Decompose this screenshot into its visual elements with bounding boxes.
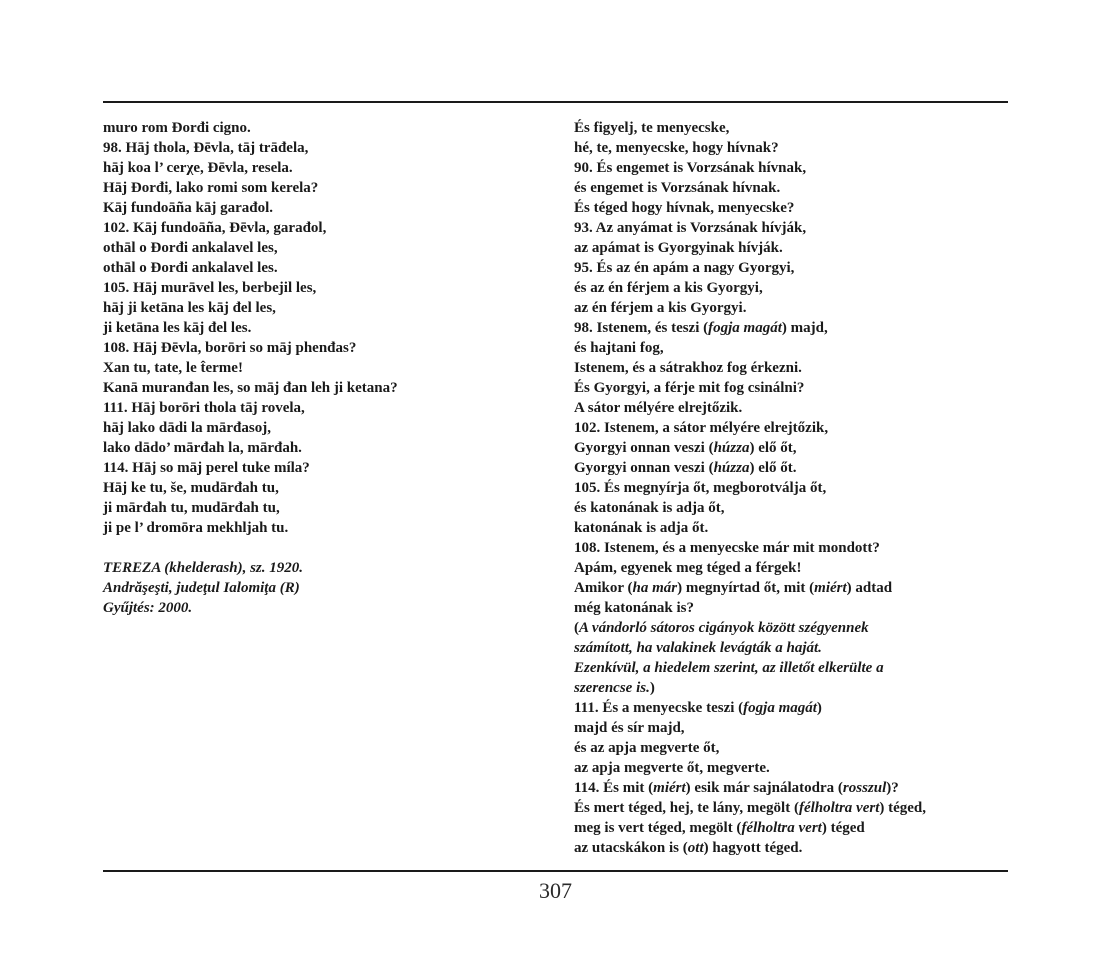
italic-segment: félholtra vert	[798, 800, 880, 816]
translation-line	[574, 478, 1004, 498]
verse-line: 102. Kāj fundoāña, Đēvla, garađol,	[103, 220, 327, 236]
text-segment: ) majd,	[781, 320, 828, 336]
text-segment: és katonának is adja őt,	[574, 500, 725, 516]
text-segment: ) hagyott téged.	[703, 840, 803, 856]
translation-line	[574, 818, 1004, 838]
text-segment: Amikor (	[574, 580, 633, 596]
verse-line: othāl o Đorđi ankalavel les.	[103, 260, 278, 276]
translation-line	[574, 718, 1004, 738]
italic-segment: szerencse is.	[574, 680, 650, 696]
source-line: Andrăşeşti, judeţul Ialomiţa (R)	[103, 580, 300, 596]
text-segment: az én férjem a kis Gyorgyi.	[574, 300, 747, 316]
verse-line: ji ketāna les kāj đel les.	[103, 320, 252, 336]
verse-line: muro rom Đorđi cigno.	[103, 120, 251, 136]
text-segment: és az apja megverte őt,	[574, 740, 720, 756]
verse-line: lako dādo’ mārđah la, mārđah.	[103, 440, 302, 456]
translation-line	[574, 338, 1004, 358]
translation-line	[574, 578, 1004, 598]
text-segment: 95. És az én apám a nagy Gyorgyi,	[574, 260, 795, 276]
page-number: 307	[539, 878, 572, 903]
text-segment: (	[574, 620, 579, 636]
romani-verse-lines	[103, 118, 533, 538]
translation-line	[574, 378, 1004, 398]
text-segment: az apja megverte őt, megverte.	[574, 760, 770, 776]
text-segment: ) téged,	[879, 800, 927, 816]
text-segment: 90. És engemet is Vorzsának hívnak,	[574, 160, 807, 176]
translation-line	[574, 618, 1004, 638]
text-segment: És mert téged, hej, te lány, megölt (	[574, 800, 799, 816]
verse-line: ji pe l’ dromōra mekhljah tu.	[103, 520, 289, 536]
verse-line: hāj ji ketāna les kāj đel les,	[103, 300, 276, 316]
translation-line	[574, 298, 1004, 318]
italic-segment: fogja magát	[743, 700, 817, 716]
text-segment: 114. És mit (	[574, 780, 654, 796]
translation-line	[574, 458, 1004, 478]
translation-line	[574, 438, 1004, 458]
verse-line: 105. Hāj murāvel les, berbejil les,	[103, 280, 317, 296]
text-segment: katonának is adja őt.	[574, 520, 709, 536]
source-line: Gyűjtés: 2000.	[103, 600, 193, 616]
italic-segment: Ezenkívül, a hiedelem szerint, az illetőt elkerülte a	[574, 660, 884, 676]
translation-line	[574, 598, 1004, 618]
italic-segment: számított, ha valakinek levágták a haját.	[574, 640, 822, 656]
italic-segment: húzza	[713, 460, 750, 476]
translation-line	[574, 118, 1004, 138]
translation-line	[574, 838, 1004, 858]
text-segment: hé, te, menyecske, hogy hívnak?	[574, 140, 779, 156]
italic-segment: ha már	[632, 580, 678, 596]
verse-line: Xan tu, tate, le t̂erme!	[103, 360, 243, 376]
verse-line: 108. Hāj Đēvla, borōri so māj phenđas?	[103, 340, 357, 356]
text-segment: Gyorgyi onnan veszi (	[574, 440, 714, 456]
verse-line: 98. Hāj thola, Đēvla, tāj trāđela,	[103, 140, 309, 156]
verse-line: hāj lako dādi la mārđasoj,	[103, 420, 271, 436]
italic-segment: A vándorló sátoros cigányok között szégyennek	[579, 620, 869, 636]
translation-line	[574, 418, 1004, 438]
top-rule	[103, 101, 1008, 103]
translation-line	[574, 638, 1004, 658]
translation-line	[574, 158, 1004, 178]
translation-line	[574, 738, 1004, 758]
translation-line	[574, 278, 1004, 298]
translation-line	[574, 398, 1004, 418]
translation-line	[574, 358, 1004, 378]
translation-line	[574, 238, 1004, 258]
text-segment: 98. Istenem, és teszi (	[574, 320, 709, 336]
text-segment: És téged hogy hívnak, menyecske?	[574, 200, 795, 216]
text-segment: ) adtad	[846, 580, 893, 596]
text-segment: A sátor mélyére elrejtőzik.	[574, 400, 743, 416]
text-segment: ) elő őt,	[749, 440, 797, 456]
source-line: TEREZA (khelderash), sz. 1920.	[103, 560, 304, 576]
verse-line: 114. Hāj so māj perel tuke míla?	[103, 460, 310, 476]
italic-segment: félholtra vert	[741, 820, 822, 836]
text-segment: ) esik már sajnálatodra (	[685, 780, 843, 796]
spacer	[103, 538, 533, 558]
verse-line: ji mārđah tu, mudārđah tu,	[103, 500, 280, 516]
source-note	[103, 558, 533, 618]
translation-line	[574, 698, 1004, 718]
translation-line	[574, 758, 1004, 778]
text-segment: majd és sír majd,	[574, 720, 685, 736]
translation-line	[574, 778, 1004, 798]
bottom-rule	[103, 870, 1008, 872]
translation-line	[574, 798, 1004, 818]
text-segment: És Gyorgyi, a férje mit fog csinálni?	[574, 380, 805, 396]
translation-line	[574, 318, 1004, 338]
text-segment: ) elő őt.	[749, 460, 797, 476]
italic-segment: rosszul	[842, 780, 887, 796]
verse-line: Kanā muranđan les, so māj đan leh ji ketana?	[103, 380, 398, 396]
text-segment: meg is vert téged, megölt (	[574, 820, 742, 836]
translation-line	[574, 218, 1004, 238]
text-segment: 111. És a menyecske teszi (	[574, 700, 744, 716]
italic-segment: miért	[653, 780, 686, 796]
text-segment: 93. Az anyámat is Vorzsának hívják,	[574, 220, 807, 236]
text-segment: az apámat is Gyorgyinak hívják.	[574, 240, 783, 256]
text-segment: és az én férjem a kis Gyorgyi,	[574, 280, 763, 296]
text-segment: És figyelj, te menyecske,	[574, 120, 730, 136]
translation-line	[574, 658, 1004, 678]
hungarian-translation-column	[574, 118, 1004, 858]
text-segment: ) téged	[821, 820, 865, 836]
verse-line: hāj koa l’ cerχe, Đēvla, resela.	[103, 160, 293, 176]
text-segment: )	[816, 700, 822, 716]
text-segment: Apám, egyenek meg téged a férgek!	[574, 560, 802, 576]
text-segment: és engemet is Vorzsának hívnak.	[574, 180, 781, 196]
text-segment: még katonának is?	[574, 600, 695, 616]
text-segment: és hajtani fog,	[574, 340, 664, 356]
verse-line: othāl o Đorđi ankalavel les,	[103, 240, 278, 256]
italic-segment: ott	[687, 840, 704, 856]
hungarian-verse-lines	[574, 118, 1004, 858]
translation-line	[574, 178, 1004, 198]
verse-line: 111. Hāj borōri thola tāj rovela,	[103, 400, 305, 416]
romani-text-column	[103, 118, 533, 618]
translation-line	[574, 538, 1004, 558]
text-segment: 108. Istenem, és a menyecske már mit mondott?	[574, 540, 880, 556]
text-segment: Gyorgyi onnan veszi (	[574, 460, 714, 476]
translation-line	[574, 558, 1004, 578]
italic-segment: húzza	[713, 440, 750, 456]
text-segment: 102. Istenem, a sátor mélyére elrejtőzik,	[574, 420, 829, 436]
translation-line	[574, 678, 1004, 698]
translation-line	[574, 138, 1004, 158]
translation-line	[574, 518, 1004, 538]
text-segment: )?	[886, 780, 899, 796]
italic-segment: miért	[814, 580, 847, 596]
text-segment: az utacskákon is (	[574, 840, 688, 856]
verse-line: Hāj ke tu, še, mudārđah tu,	[103, 480, 279, 496]
text-segment: Istenem, és a sátrakhoz fog érkezni.	[574, 360, 802, 376]
italic-segment: fogja magát	[708, 320, 782, 336]
translation-line	[574, 498, 1004, 518]
text-segment: ) megnyírtad őt, mit (	[677, 580, 815, 596]
text-segment: )	[649, 680, 655, 696]
translation-line	[574, 198, 1004, 218]
text-segment: 105. És megnyírja őt, megborotválja őt,	[574, 480, 827, 496]
verse-line: Hāj Đorđi, lako romi som kerela?	[103, 180, 319, 196]
translation-line	[574, 258, 1004, 278]
verse-line: Kāj fundoāña kāj garađol.	[103, 200, 274, 216]
